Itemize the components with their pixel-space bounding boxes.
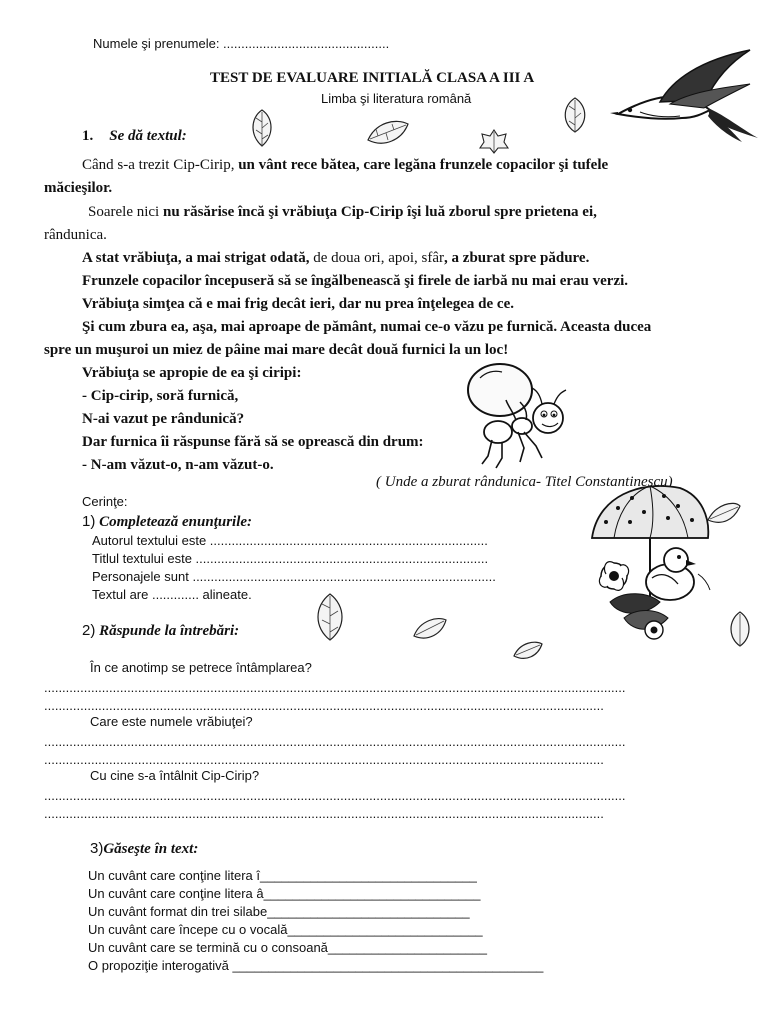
task-3-line: Un cuvânt format din trei silabe____________________________ <box>88 904 470 919</box>
story-paragraph-cont: rândunica. <box>44 227 107 243</box>
answer-line: ........................................................................................................................................................... <box>44 698 604 713</box>
story-paragraph: Şi cum zbura ea, aşa, mai aproape de pământ, numai ce-o văzu pe furnică. Aceasta ducea <box>82 319 652 335</box>
question-2: Care este numele vrăbiuţei? <box>90 714 253 729</box>
ant-icon <box>462 360 572 472</box>
story-paragraph: Frunzele copacilor începuseră să se îngălbenească şi firele de iarbă nu mai erau verzi. <box>82 273 629 289</box>
story-paragraph: A stat vrăbiuţa, a mai strigat odată, de doua ori, apoi, sfâr, a zburat spre pădure. <box>82 250 590 266</box>
task-1-line: Titlul textului este ................................................................................. <box>92 551 489 566</box>
leaf-icon <box>560 96 590 134</box>
task-1-heading: 1) Completează enunţurile: <box>82 513 253 530</box>
dialogue-line: Vrăbiuţa se apropie de ea şi ciripi: <box>82 365 302 381</box>
story-paragraph: Vrăbiuţa simţea că e mai frig decât ieri, dar nu prea înţelegea de ce. <box>82 296 514 312</box>
leaf-icon <box>726 610 754 648</box>
leaf-icon <box>248 108 276 148</box>
answer-line: ................................................................................................................................................................. <box>44 680 626 695</box>
answer-line: ................................................................................................................................................................. <box>44 734 626 749</box>
swallow-icon <box>610 42 760 142</box>
tasks-label: Cerinţe: <box>82 494 128 509</box>
leaf-icon <box>478 128 510 154</box>
task-3-heading: 3)Găseşte în text: <box>90 840 199 857</box>
answer-line: ........................................................................................................................................................... <box>44 806 604 821</box>
question-3: Cu cine s-a întâlnit Cip-Cirip? <box>90 768 260 783</box>
story-paragraph: Soarele nici nu răsărise încă şi vrăbiuţa Cip-Cirip îşi luă zborul spre prietena ei, <box>88 204 597 220</box>
task-1-line: Textul are ............. alineate. <box>92 587 252 602</box>
answer-line: ........................................................................................................................................................... <box>44 752 604 767</box>
dialogue-line: - Cip-cirip, soră furnică, <box>82 388 239 404</box>
dialogue-line: Dar furnica îi răspunse fără să se oprească din drum: <box>82 434 424 450</box>
task-3-line: Un cuvânt care se termină cu o consoană______________________ <box>88 940 487 955</box>
task-3-line: Un cuvânt care începe cu o vocală___________________________ <box>88 922 483 937</box>
page-subtitle: Limba şi literatura română <box>321 91 472 106</box>
task-3-line: Un cuvânt care conţine litera î______________________________ <box>88 868 477 883</box>
task-1-line: Personajele sunt .................................................................................... <box>92 569 496 584</box>
answer-line: ................................................................................................................................................................. <box>44 788 626 803</box>
task-3-line: O propoziţie interogativă ___________________________________________ <box>88 958 544 973</box>
dialogue-line: - N-am văzut-o, n-am văzut-o. <box>82 457 274 473</box>
task-3-line: Un cuvânt care conţine litera â______________________________ <box>88 886 481 901</box>
page-title: TEST DE EVALUARE INITIALĂ CLASA A III A <box>210 70 535 86</box>
story-paragraph: Când s-a trezit Cip-Cirip, un vânt rece bătea, care legăna frunzele copacilor şi tufele <box>82 157 609 173</box>
section-heading-1: 1. Se dă textul: <box>82 128 187 144</box>
story-paragraph-cont: spre un muşuroi un miez de pâine mai mare decât două furnici la un loc! <box>44 342 509 358</box>
story-paragraph-cont: măcieşilor. <box>44 180 113 196</box>
task-2-heading: 2) Răspunde la întrebări: <box>82 622 240 639</box>
story-source: ( Unde a zburat rândunica- Titel Constantinescu) <box>376 474 673 490</box>
leaf-icon <box>312 592 348 642</box>
name-field-label: Numele şi prenumele: .............................................. <box>93 36 390 51</box>
task-1-line: Autorul textului este ............................................................................. <box>92 533 488 548</box>
leaf-icon <box>366 118 410 148</box>
leaf-icon <box>512 640 544 662</box>
leaf-icon <box>412 616 448 642</box>
dialogue-line: N-ai vazut pe rândunică? <box>82 411 245 427</box>
question-1: În ce anotimp se petrece întâmplarea? <box>90 660 312 675</box>
bird-umbrella-icon <box>584 478 714 648</box>
